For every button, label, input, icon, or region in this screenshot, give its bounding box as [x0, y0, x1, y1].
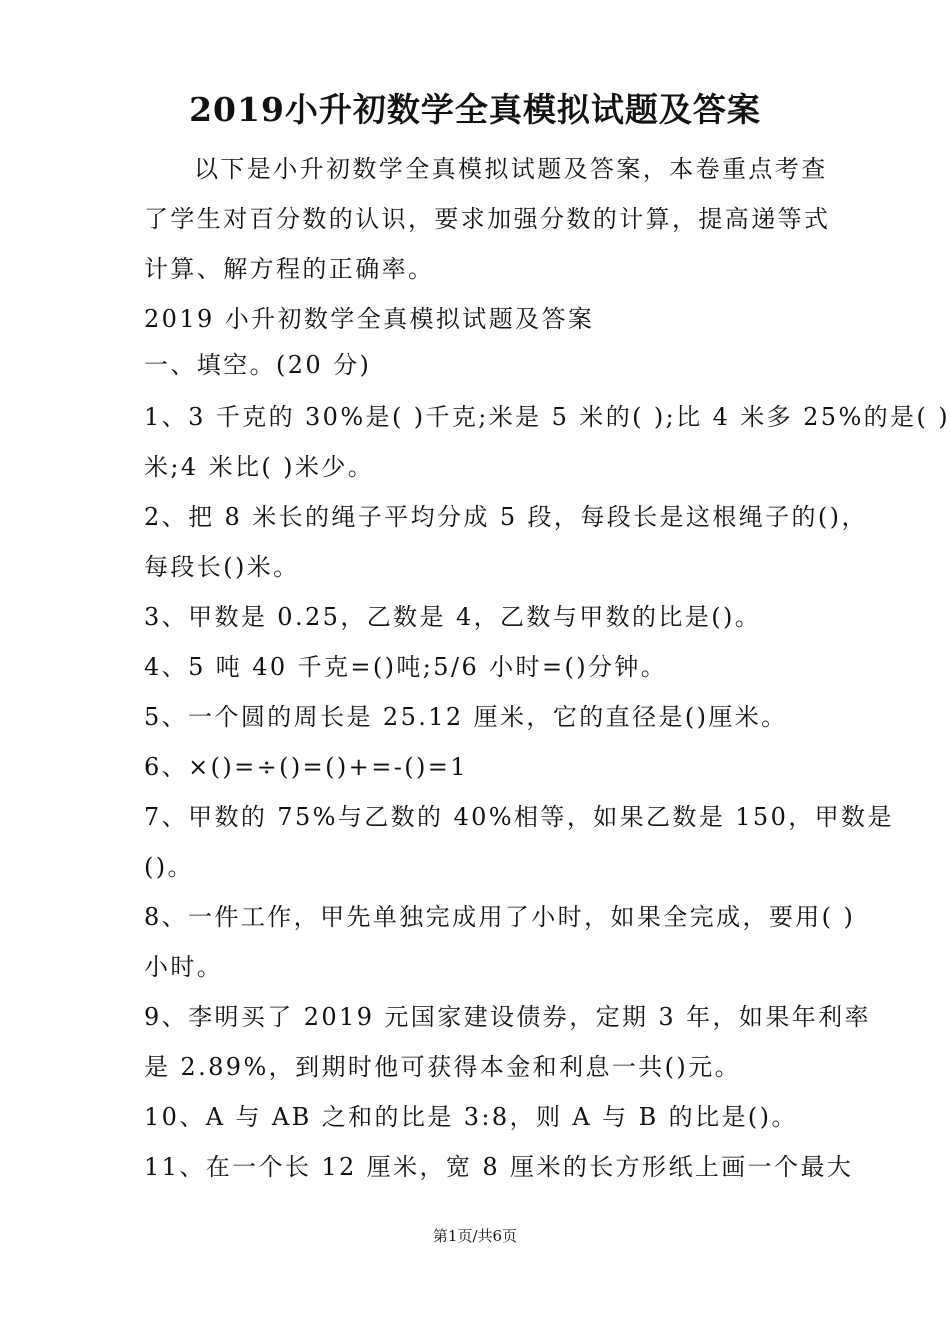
question-line: 6、×()=÷()=()+=-()=1	[144, 753, 468, 781]
question-line: 5、一个圆的周长是 25.12 厘米，它的直径是()厘米。	[144, 703, 788, 731]
intro-line: 以下是小升初数学全真模拟试题及答案，本卷重点考查	[194, 155, 828, 183]
question-9	[144, 992, 871, 1092]
intro-paragraph	[144, 144, 831, 294]
question-line: 米;4 米比( )米少。	[144, 453, 375, 481]
question-8	[144, 892, 856, 992]
question-line: 7、甲数的 75%与乙数的 40%相等，如果乙数是 150，甲数是	[144, 803, 894, 831]
question-line: 4、5 吨 40 千克=()吨;5/6 小时=()分钟。	[144, 653, 668, 681]
intro-line: 计算、解方程的正确率。	[144, 255, 435, 283]
page-number: 第1页/共6页	[432, 1227, 518, 1245]
intro-line: 了学生对百分数的认识，要求加强分数的计算，提高递等式	[144, 205, 831, 233]
question-6	[144, 742, 812, 792]
question-5	[144, 692, 812, 742]
subtitle	[144, 294, 812, 344]
question-3	[144, 592, 812, 642]
subtitle-text: 2019 小升初数学全真模拟试题及答案	[144, 305, 595, 333]
question-7	[144, 792, 894, 892]
question-line: 是 2.89%，到期时他可获得本金和利息一共()元。	[144, 1053, 741, 1081]
question-11	[144, 1142, 854, 1192]
question-line: 每段长()米。	[144, 553, 300, 581]
section-heading-text: 一、填空。(20 分)	[144, 351, 372, 379]
question-line: ()。	[144, 853, 194, 881]
question-2	[144, 492, 868, 592]
section-heading	[144, 340, 812, 390]
question-line: 2、把 8 米长的绳子平均分成 5 段，每段长是这根绳子的()，	[144, 503, 868, 531]
question-4	[144, 642, 812, 692]
question-10	[144, 1092, 812, 1142]
question-1	[144, 392, 950, 492]
question-line: 3、甲数是 0.25，乙数是 4，乙数与甲数的比是()。	[144, 603, 762, 631]
question-line: 10、A 与 AB 之和的比是 3:8，则 A 与 B 的比是()。	[144, 1103, 798, 1131]
question-line: 1、3 千克的 30%是( )千克;米是 5 米的( );比 4 米多 25%的是( )	[144, 403, 950, 431]
question-line: 8、一件工作，甲先单独完成用了小时，如果全完成，要用( )	[144, 903, 856, 931]
page-title: 2019小升初数学全真模拟试题及答案	[189, 90, 761, 129]
question-line: 11、在一个长 12 厘米，宽 8 厘米的长方形纸上画一个最大	[144, 1153, 854, 1181]
question-line: 9、李明买了 2019 元国家建设债券，定期 3 年，如果年利率	[144, 1003, 871, 1031]
question-line: 小时。	[144, 953, 224, 981]
